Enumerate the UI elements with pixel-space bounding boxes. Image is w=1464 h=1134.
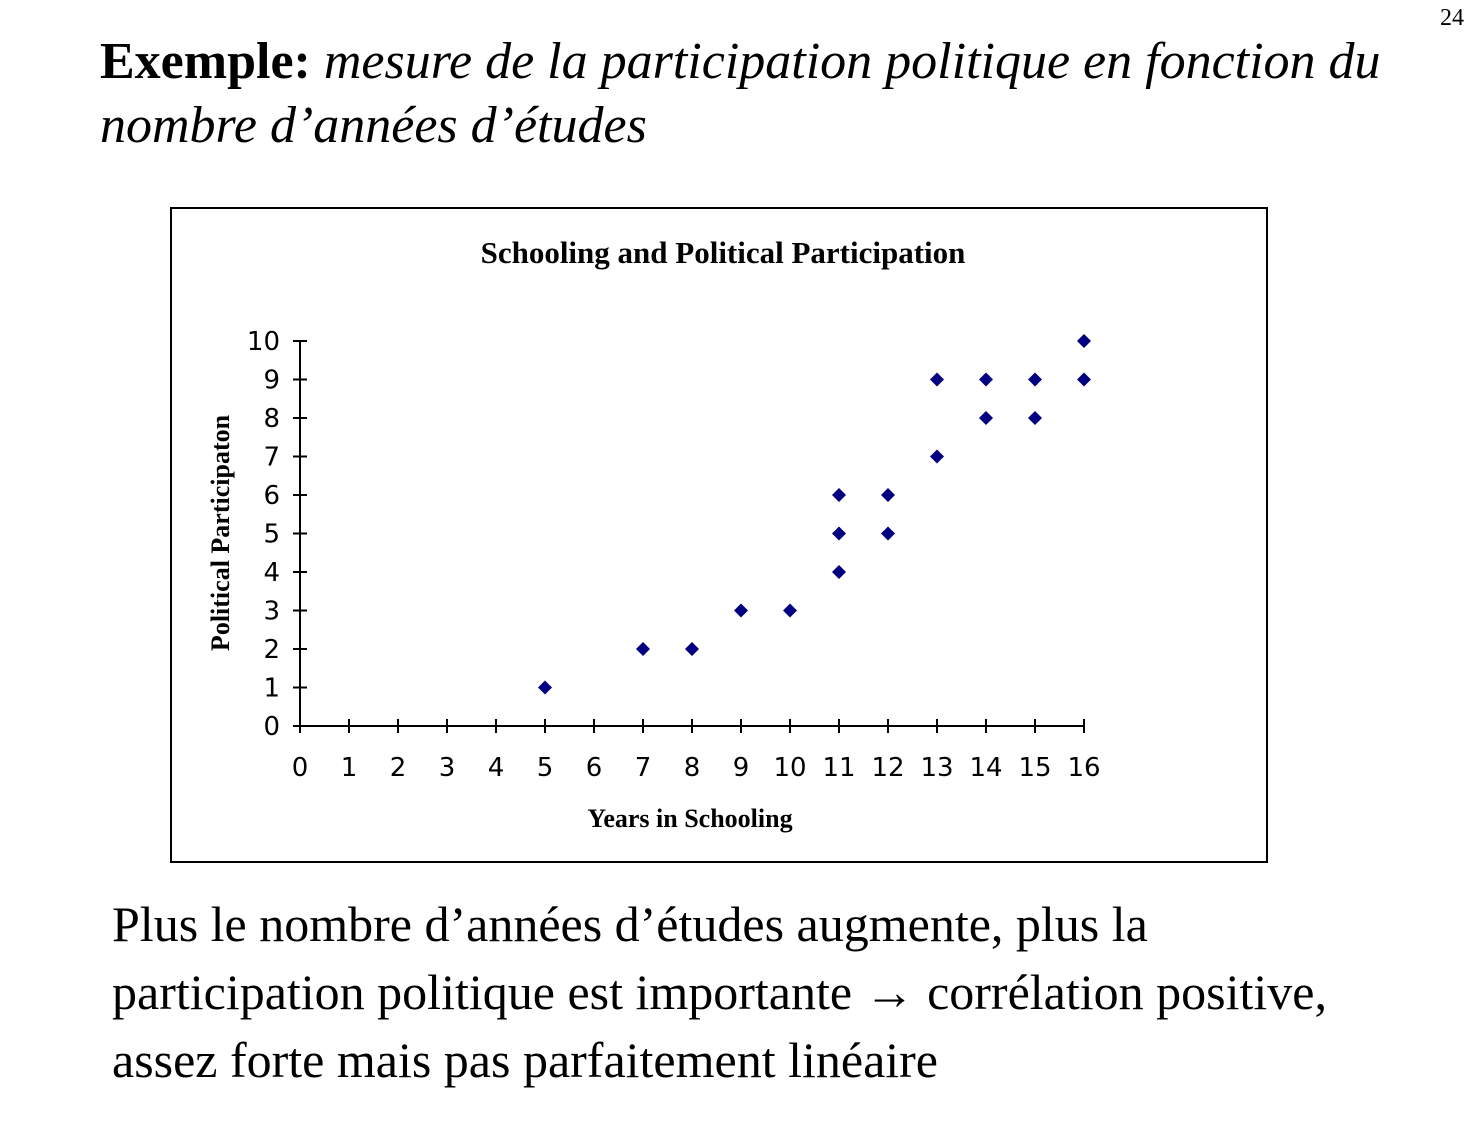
y-tick-label: 7 — [263, 442, 280, 473]
x-tick-label: 13 — [920, 753, 954, 783]
x-tick-label: 15 — [1018, 753, 1052, 783]
y-tick-label: 4 — [263, 558, 280, 588]
data-point — [979, 411, 993, 425]
data-point — [930, 373, 944, 387]
y-tick-label: 3 — [263, 596, 280, 627]
data-point — [1077, 373, 1091, 387]
x-tick-label: 0 — [291, 753, 309, 783]
y-tick-label: 9 — [263, 365, 280, 396]
y-tick-label: 6 — [263, 481, 280, 511]
y-tick-label: 5 — [263, 519, 280, 550]
chart-frame — [170, 207, 1268, 863]
y-tick-label: 10 — [246, 327, 280, 357]
data-point — [636, 642, 650, 656]
x-tick-label: 14 — [969, 753, 1003, 783]
y-tick-label: 1 — [263, 673, 280, 704]
data-point — [832, 488, 846, 502]
data-point — [881, 488, 895, 502]
conclusion-text: Plus le nombre d’années d’études augmente, plus la participation politique est importante → corrélation positive, assez forte mais pas parfaitement linéaire — [112, 896, 1327, 1088]
data-point — [538, 681, 552, 695]
x-tick-label: 5 — [536, 753, 554, 783]
x-tick-label: 8 — [683, 753, 701, 783]
x-axis-title: Years in Schooling — [587, 804, 793, 833]
data-point — [832, 565, 846, 579]
data-point — [685, 642, 699, 656]
y-axis-title: Political Participaton — [206, 414, 235, 652]
scatter-chart — [172, 209, 1266, 861]
x-tick-label: 10 — [773, 753, 807, 783]
data-point — [979, 373, 993, 387]
x-tick-label: 3 — [438, 753, 456, 783]
x-tick-label: 9 — [732, 753, 750, 783]
x-axis — [292, 719, 1101, 783]
data-point — [832, 527, 846, 541]
slide-title — [100, 30, 1420, 158]
data-points — [538, 334, 1091, 695]
y-tick-label: 2 — [263, 635, 280, 665]
x-tick-label: 7 — [634, 753, 652, 783]
chart-title: Schooling and Political Participation — [480, 235, 966, 270]
data-point — [734, 604, 748, 618]
slide-title-lead: Exemple: — [100, 33, 311, 90]
x-tick-label: 4 — [487, 753, 505, 783]
data-point — [930, 450, 944, 464]
x-tick-label: 2 — [389, 753, 407, 783]
x-tick-label: 6 — [585, 753, 603, 783]
data-point — [1077, 334, 1091, 348]
data-point — [783, 604, 797, 618]
y-axis — [247, 327, 307, 742]
page-number: 24 — [1440, 5, 1464, 31]
data-point — [1028, 373, 1042, 387]
data-point — [881, 527, 895, 541]
y-tick-label: 0 — [263, 712, 280, 742]
y-tick-label: 8 — [263, 404, 280, 434]
x-tick-label: 16 — [1067, 753, 1101, 783]
x-tick-label: 12 — [871, 753, 905, 783]
data-point — [1028, 411, 1042, 425]
x-tick-label: 1 — [340, 753, 358, 783]
x-tick-label: 11 — [822, 753, 856, 783]
slide-title-text: mesure de la participation politique en fonction du nombre d’années d’études — [100, 33, 1381, 154]
